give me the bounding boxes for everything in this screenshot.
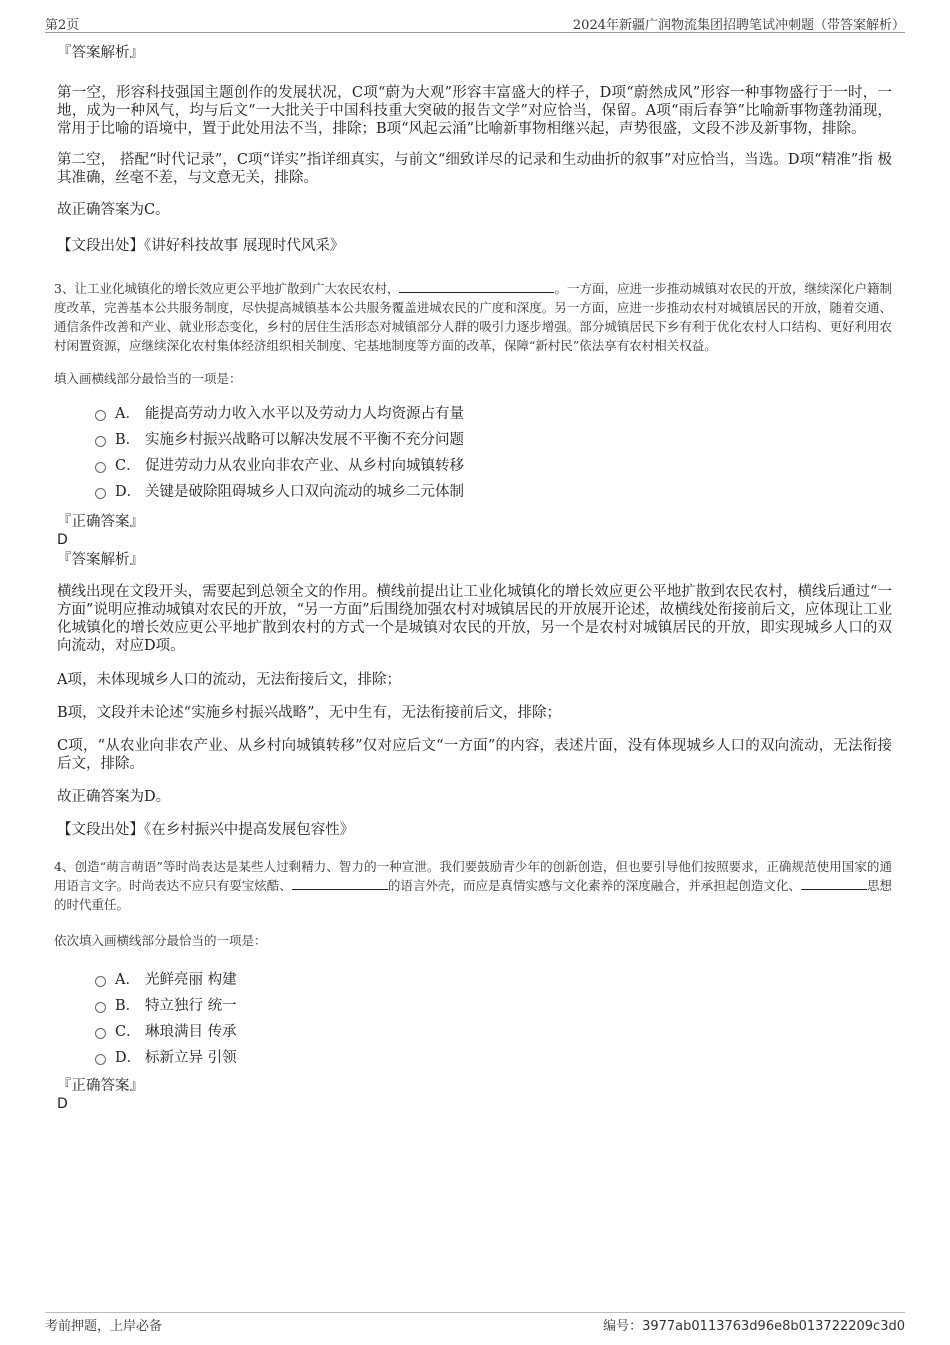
q3-source-label: 【文段出处】 [57, 822, 144, 838]
option-text: 实施乡村振兴战略可以解决发展不平衡不充分问题 [145, 432, 464, 448]
option-letter: A． [115, 406, 140, 422]
option-letter: B． [115, 432, 141, 448]
q4-blank-1 [292, 877, 388, 890]
page-number: 第2页 [45, 18, 80, 33]
option-letter: C． [115, 1024, 141, 1040]
q4-answer-label: 『正确答案』 [57, 1078, 144, 1094]
q2-analysis-para1: 第一空，形容科技强国主题创作的发展状况，C项“蔚为大观”形容丰富盛大的样子，D项“蔚然成风”形容一种事物盛行于一时，一地，成为一种风气，均与后文“一大批关于中国科技重大突破的报告文学”对应恰当，保留。A项“雨后春笋”比喻新事物蓬勃涌现，常用于比喻的语境中，置于此处用法不当，排除；B项“风起云涌”比喻新事物相继兴起，声势很盛，文段不涉及新事物，排除。 [57, 85, 892, 137]
q3-answer-label: 『正确答案』 [57, 514, 144, 530]
footer-code-value: 3977ab0113763d96e8b013722209c3d0 [642, 1319, 905, 1334]
q4-option-b[interactable] [57, 993, 892, 1019]
q3-option-c[interactable] [57, 453, 892, 479]
q3-source [57, 821, 892, 839]
page-content [54, 44, 892, 1113]
radio-icon[interactable] [95, 1054, 106, 1065]
q4-answer: D [57, 1096, 68, 1112]
footer-code-label: 编号： [603, 1319, 643, 1334]
q3-analysis-para3: B项，文段并未论述“实施乡村振兴战略”，无中生有，无法衔接前后文，排除； [57, 705, 561, 721]
q3-stem [54, 279, 892, 355]
q4-option-a[interactable] [57, 967, 892, 993]
q4-prompt: 依次填入画横线部分最恰当的一项是： [54, 933, 267, 948]
option-letter: D． [115, 484, 142, 500]
radio-icon[interactable] [95, 976, 106, 987]
document-title: 2024年新疆广润物流集团招聘笔试冲刺题（带答案解析） [572, 18, 905, 33]
option-text: 促进劳动力从农业向非农产业、从乡村向城镇转移 [145, 458, 464, 474]
q3-stem-before: 3、让工业化城镇化的增长效应更公平地扩散到广大农民农村， [54, 281, 400, 296]
option-text: 能提高劳动力收入水平以及劳动力人均资源占有量 [145, 406, 464, 422]
page-footer [45, 1312, 905, 1335]
radio-icon[interactable] [95, 410, 106, 421]
q4-option-c[interactable] [57, 1019, 892, 1045]
footer-slogan: 考前押题，上岸必备 [45, 1319, 163, 1334]
q2-analysis-para2: 第二空， 搭配“时代记录”，C项“详实”指详细真实，与前文“细致详尽的记录和生动曲折的叙事”对应恰当，当选。D项“精准”指 极其准确，丝毫不差，与文意无关，排除。 [57, 152, 892, 186]
radio-icon[interactable] [95, 1002, 106, 1013]
option-letter: D． [115, 1050, 142, 1066]
q2-source-title: 《讲好科技故事 展现时代风采》 [144, 238, 345, 254]
q4-options [57, 967, 892, 1071]
q3-source-title: 《在乡村振兴中提高发展包容性》 [144, 822, 355, 838]
q4-stem [54, 857, 892, 914]
q3-analysis-para4: C项，“从农业向非农产业、从乡村向城镇转移”仅对应后文“一方面”的内容，表述片面，没有体现城乡人口的双向流动，无法衔接后文，排除。 [57, 738, 892, 772]
radio-icon[interactable] [95, 436, 106, 447]
option-letter: A． [115, 972, 140, 988]
q3-analysis-para1: 横线出现在文段开头，需要起到总领全文的作用。横线前提出让工业化城镇化的增长效应更公平地扩散到农民农村，横线后通过“一方面”说明应推动城镇对农民的开放，“另一方面”后围绕加强农村对城镇居民的开放展开论述，故横线处衔接前后文，应体现让工业化城镇化的增长效应更公平地扩散到农村的方式一个是城镇对农民的开放，另一个是农村对城镇居民的开放，即实现城乡人口的双向流动，对应D项。 [57, 584, 892, 654]
radio-icon[interactable] [95, 488, 106, 499]
q3-analysis-label: 『答案解析』 [57, 552, 144, 568]
option-letter: B． [115, 998, 141, 1014]
option-text: 特立独行 统一 [145, 998, 237, 1014]
q3-options [57, 401, 892, 505]
radio-icon[interactable] [95, 1028, 106, 1039]
option-text: 关键是破除阻碍城乡人口双向流动的城乡二元体制 [145, 484, 464, 500]
q4-stem-part1: 4、创造“萌言萌语”等时尚表达是某些人过剩精力、智力的一种宣泄。我们要鼓励青少年的创新创造，但也要引导他们按照要求，正确规范使用国家的通用语言文字。时尚表达不应只有耍宝炫酷、 [54, 859, 892, 893]
q4-blank-2 [801, 877, 867, 890]
page-header [45, 10, 905, 33]
q2-source-label: 【文段出处】 [57, 238, 144, 254]
q2-analysis-label: 『答案解析』 [57, 45, 144, 61]
q2-conclusion: 故正确答案为C。 [57, 202, 170, 218]
q2-source [57, 237, 892, 255]
option-letter: C． [115, 458, 141, 474]
q4-stem-part2: 的语言外壳，而应是真情实感与文化素养的深度融合，并承担起创造文化、 [387, 878, 801, 893]
q3-prompt: 填入画横线部分最恰当的一项是： [54, 371, 242, 386]
q3-stem-after: 。一方面，应进一步推动城镇对农民的开放，继续深化户籍制度改革，完善基本公共服务制度，尽快提高城镇基本公共服务覆盖进城农民的广度和深度。另一方面，应进一步推动农村对城镇居民的开放，随着交通、通信条件改善和产业、就业形态变化，乡村的居住生活形态对城镇部分人群的吸引力逐步增强。部分城镇居民下乡有利于优化农村人口结构、更好利用农村闲置资源，应继续深化农村集体经济组织相关制度、宅基地制度等方面的改革，保障“新村民”依法享有农村相关权益。 [54, 281, 892, 353]
q3-conclusion: 故正确答案为D。 [57, 789, 171, 805]
q3-option-b[interactable] [57, 427, 892, 453]
q3-analysis-para2: A项，未体现城乡人口的流动，无法衔接后文，排除； [57, 672, 401, 688]
option-text: 标新立异 引领 [145, 1050, 237, 1066]
q4-stem-part3: 思想的时代重任。 [54, 878, 892, 912]
q4-option-d[interactable] [57, 1045, 892, 1071]
q3-option-d[interactable] [57, 479, 892, 505]
q3-option-a[interactable] [57, 401, 892, 427]
radio-icon[interactable] [95, 462, 106, 473]
footer-code [603, 1315, 905, 1334]
q3-blank [399, 280, 554, 293]
option-text: 光鲜亮丽 构建 [145, 972, 237, 988]
q3-answer: D [57, 532, 68, 548]
option-text: 琳琅满目 传承 [145, 1024, 237, 1040]
